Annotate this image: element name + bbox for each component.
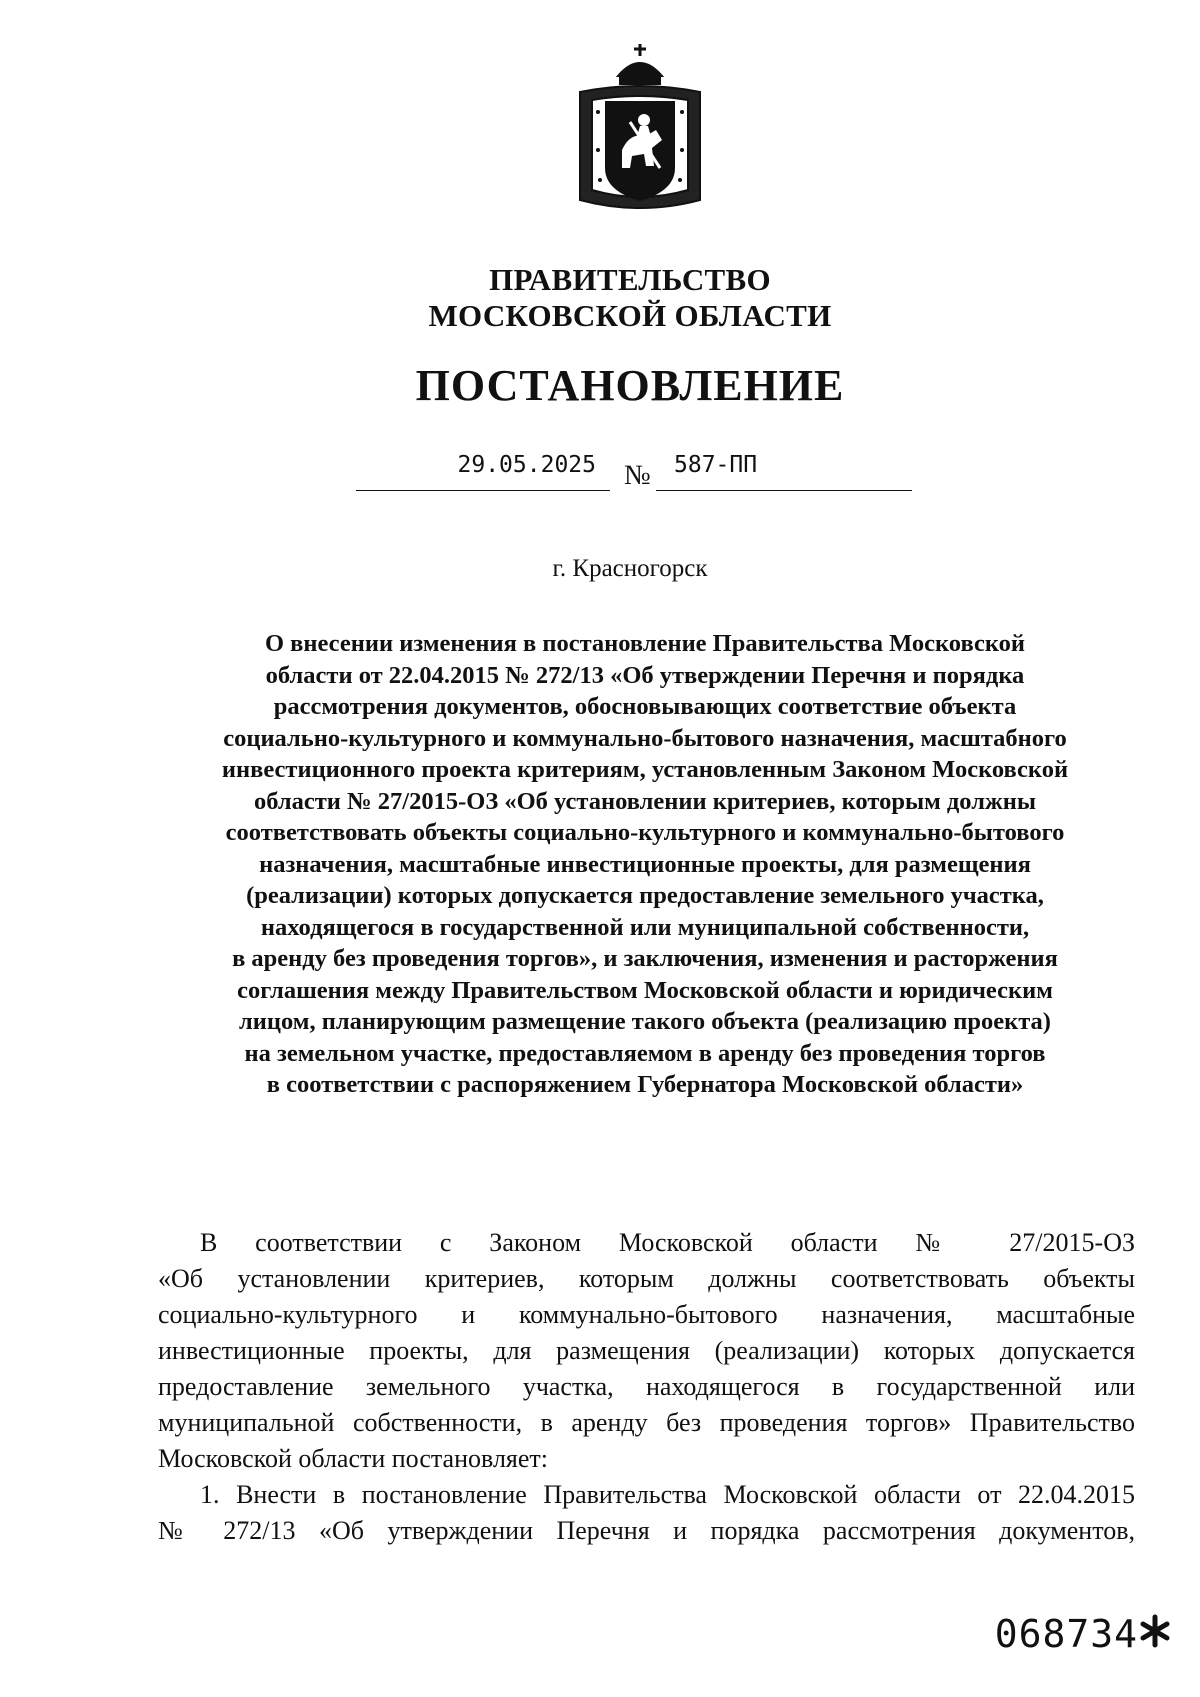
subject-line: О внесении изменения в постановление Правительства Московской — [264, 630, 1026, 657]
asterisk-icon — [1138, 1614, 1172, 1648]
document-date: 29.05.2025 — [457, 452, 596, 478]
subject-line: области № 27/2015-ОЗ «Об установлении критериев, которым должны — [254, 787, 1036, 815]
moscow-oblast-coat-of-arms-icon — [570, 40, 710, 218]
document-type-title: ПОСТАНОВЛЕНИЕ — [415, 361, 845, 410]
body-line: № 272/13 «Об утверждении Перечня и порядка рассмотрения документов, — [158, 1516, 1135, 1545]
subject-line: (реализации) которых допускается предоставление земельного участка, — [246, 882, 1044, 909]
subject-line: рассмотрения документов, обосновывающих соответствие объекта — [273, 693, 1017, 720]
body-line: 1. Внести в постановление Правительства Московской области от 22.04.2015 — [200, 1480, 1135, 1509]
subject-line: соглашения между Правительством Московской области и юридическим — [237, 976, 1053, 1004]
date-number-row — [356, 452, 916, 492]
body-line: инвестиционные проекты, для размещения (реализации) которых допускается — [158, 1336, 1135, 1365]
document-number-field — [656, 452, 912, 491]
body-line: Московской области постановляет: — [158, 1444, 548, 1473]
body-line: предоставление земельного участка, находящегося в государственной или — [158, 1372, 1135, 1401]
body-line: социально-культурного и коммунально-бытового назначения, масштабные — [158, 1300, 1135, 1329]
subject-line: соответствовать объекты социально-культурного и коммунально-бытового — [225, 819, 1065, 846]
number-sign: № — [624, 460, 651, 491]
subject-line: назначения, масштабные инвестиционные проекты, для размещения — [259, 850, 1031, 878]
subject-line: в соответствии с распоряжением Губернатора Московской области» — [266, 1071, 1024, 1098]
subject-line: лицом, планирующим размещение такого объекта (реализацию проекта) — [239, 1008, 1051, 1035]
document-subject — [150, 628, 1140, 1101]
document-body — [158, 1225, 1135, 1549]
body-line: В соответствии с Законом Московской области № 27/2015-ОЗ — [200, 1228, 1135, 1257]
subject-line: находящегося в государственной или муниципальной собственности, — [260, 913, 1030, 941]
subject-line: области от 22.04.2015 № 272/13 «Об утверждении Перечня и порядка — [265, 661, 1025, 689]
subject-line: в аренду без проведения торгов», и заключения, изменения и расторжения — [232, 945, 1058, 972]
document-date-field — [356, 452, 610, 491]
document-number: 587-ПП — [674, 452, 758, 478]
body-line: муниципальной собственности, в аренду без проведения торгов» Правительство — [158, 1408, 1135, 1437]
document-serial-number: 068734 — [994, 1612, 1138, 1656]
body-line: «Об установлении критериев, которым должны соответствовать объекты — [158, 1264, 1135, 1293]
subject-line: на земельном участке, предоставляемом в аренду без проведения торгов — [244, 1039, 1046, 1067]
subject-line: социально-культурного и коммунально-бытового назначения, масштабного — [223, 724, 1067, 752]
subject-line: инвестиционного проекта критериям, установленным Законом Московской — [221, 756, 1069, 783]
place-of-issue: г. Красногорск — [552, 555, 708, 582]
organization-name-line2: МОСКОВСКОЙ ОБЛАСТИ — [428, 298, 832, 333]
organization-name-line1: ПРАВИТЕЛЬСТВО — [489, 262, 771, 297]
